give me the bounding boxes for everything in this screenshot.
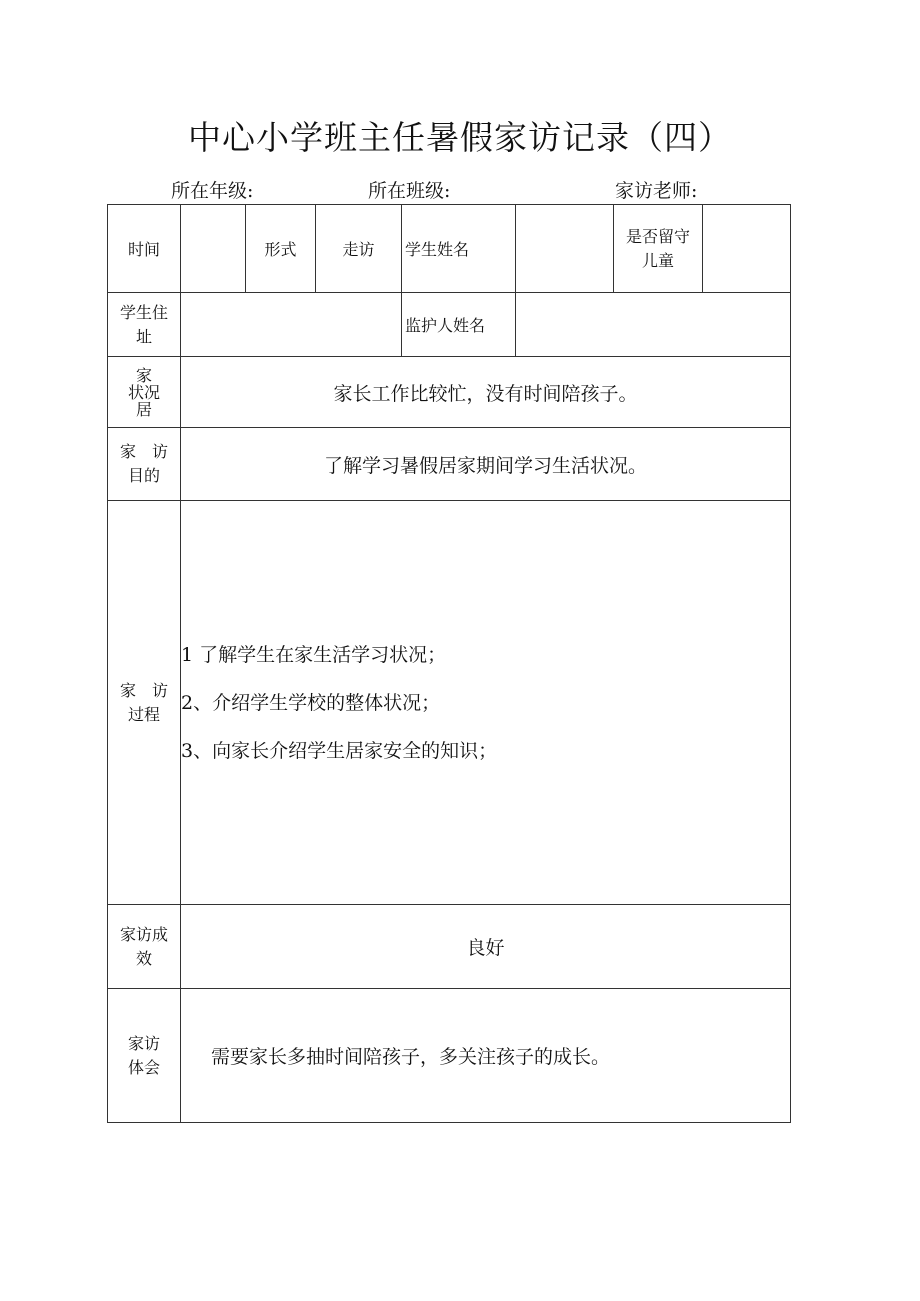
visit-result-label-line2: 效 — [135, 948, 152, 968]
visit-process-value — [181, 501, 791, 905]
home-status-label — [108, 357, 181, 428]
visit-purpose-label-line1: 家 访 — [119, 442, 168, 461]
time-value — [181, 205, 246, 293]
table-row — [108, 905, 791, 989]
list-item: 3、向家长介绍学生居家安全的知识； — [181, 739, 498, 762]
home-status-label-line2: 状况 — [127, 382, 160, 402]
home-status-value: 家长工作比较忙，没有时间陪孩子。 — [181, 357, 791, 428]
visit-reflection-label-line1: 家访 — [127, 1033, 160, 1053]
visit-result-label — [108, 905, 181, 989]
visit-result-value: 良好 — [181, 905, 791, 989]
visit-process-label-line2: 过程 — [127, 704, 160, 724]
table-row — [108, 205, 791, 293]
left-behind-value — [703, 205, 791, 293]
teacher-label: 家访老师: — [615, 180, 698, 202]
form-value: 走访 — [316, 205, 402, 293]
table-row — [108, 357, 791, 428]
address-label-line1: 学生住 — [119, 302, 168, 322]
left-behind-label-line1: 是否留守 — [625, 226, 690, 246]
student-name-value — [516, 205, 614, 293]
list-item: 2、介绍学生学校的整体状况； — [181, 691, 441, 714]
address-label — [108, 293, 181, 357]
visit-reflection-value: 需要家长多抽时间陪孩子，多关注孩子的成长。 — [181, 989, 791, 1123]
address-label-line2: 址 — [135, 326, 152, 346]
visit-process-label-line1: 家 访 — [119, 680, 168, 700]
form-label: 形式 — [246, 205, 316, 293]
home-status-label-line1: 家 — [135, 365, 152, 385]
grade-label: 所在年级: — [171, 180, 254, 202]
visit-purpose-label — [108, 428, 181, 501]
table-row — [108, 501, 791, 905]
visit-record-table — [107, 204, 791, 1123]
left-behind-label — [614, 205, 703, 293]
student-name-label: 学生姓名 — [402, 205, 516, 293]
table-row — [108, 293, 791, 357]
left-behind-label-line2: 儿童 — [641, 250, 674, 270]
table-row — [108, 989, 791, 1123]
page-title: 中心小学班主任暑假家访记录（四） — [188, 118, 732, 157]
time-label: 时间 — [108, 205, 181, 293]
address-value — [181, 293, 402, 357]
visit-purpose-label-line2: 目的 — [127, 466, 160, 485]
visit-purpose-value: 了解学习暑假居家期间学习生活状况。 — [181, 428, 791, 501]
list-item: 1 了解学生在家生活学习状况； — [181, 643, 447, 666]
visit-reflection-label-line2: 体会 — [127, 1057, 160, 1077]
guardian-label: 监护人姓名 — [402, 293, 516, 357]
class-label: 所在班级: — [368, 180, 451, 202]
visit-process-label — [108, 501, 181, 905]
table-row — [108, 428, 791, 501]
guardian-value — [516, 293, 791, 357]
visit-reflection-label — [108, 989, 181, 1123]
visit-result-label-line1: 家访成 — [119, 924, 168, 944]
home-status-label-line3: 居 — [135, 399, 152, 419]
